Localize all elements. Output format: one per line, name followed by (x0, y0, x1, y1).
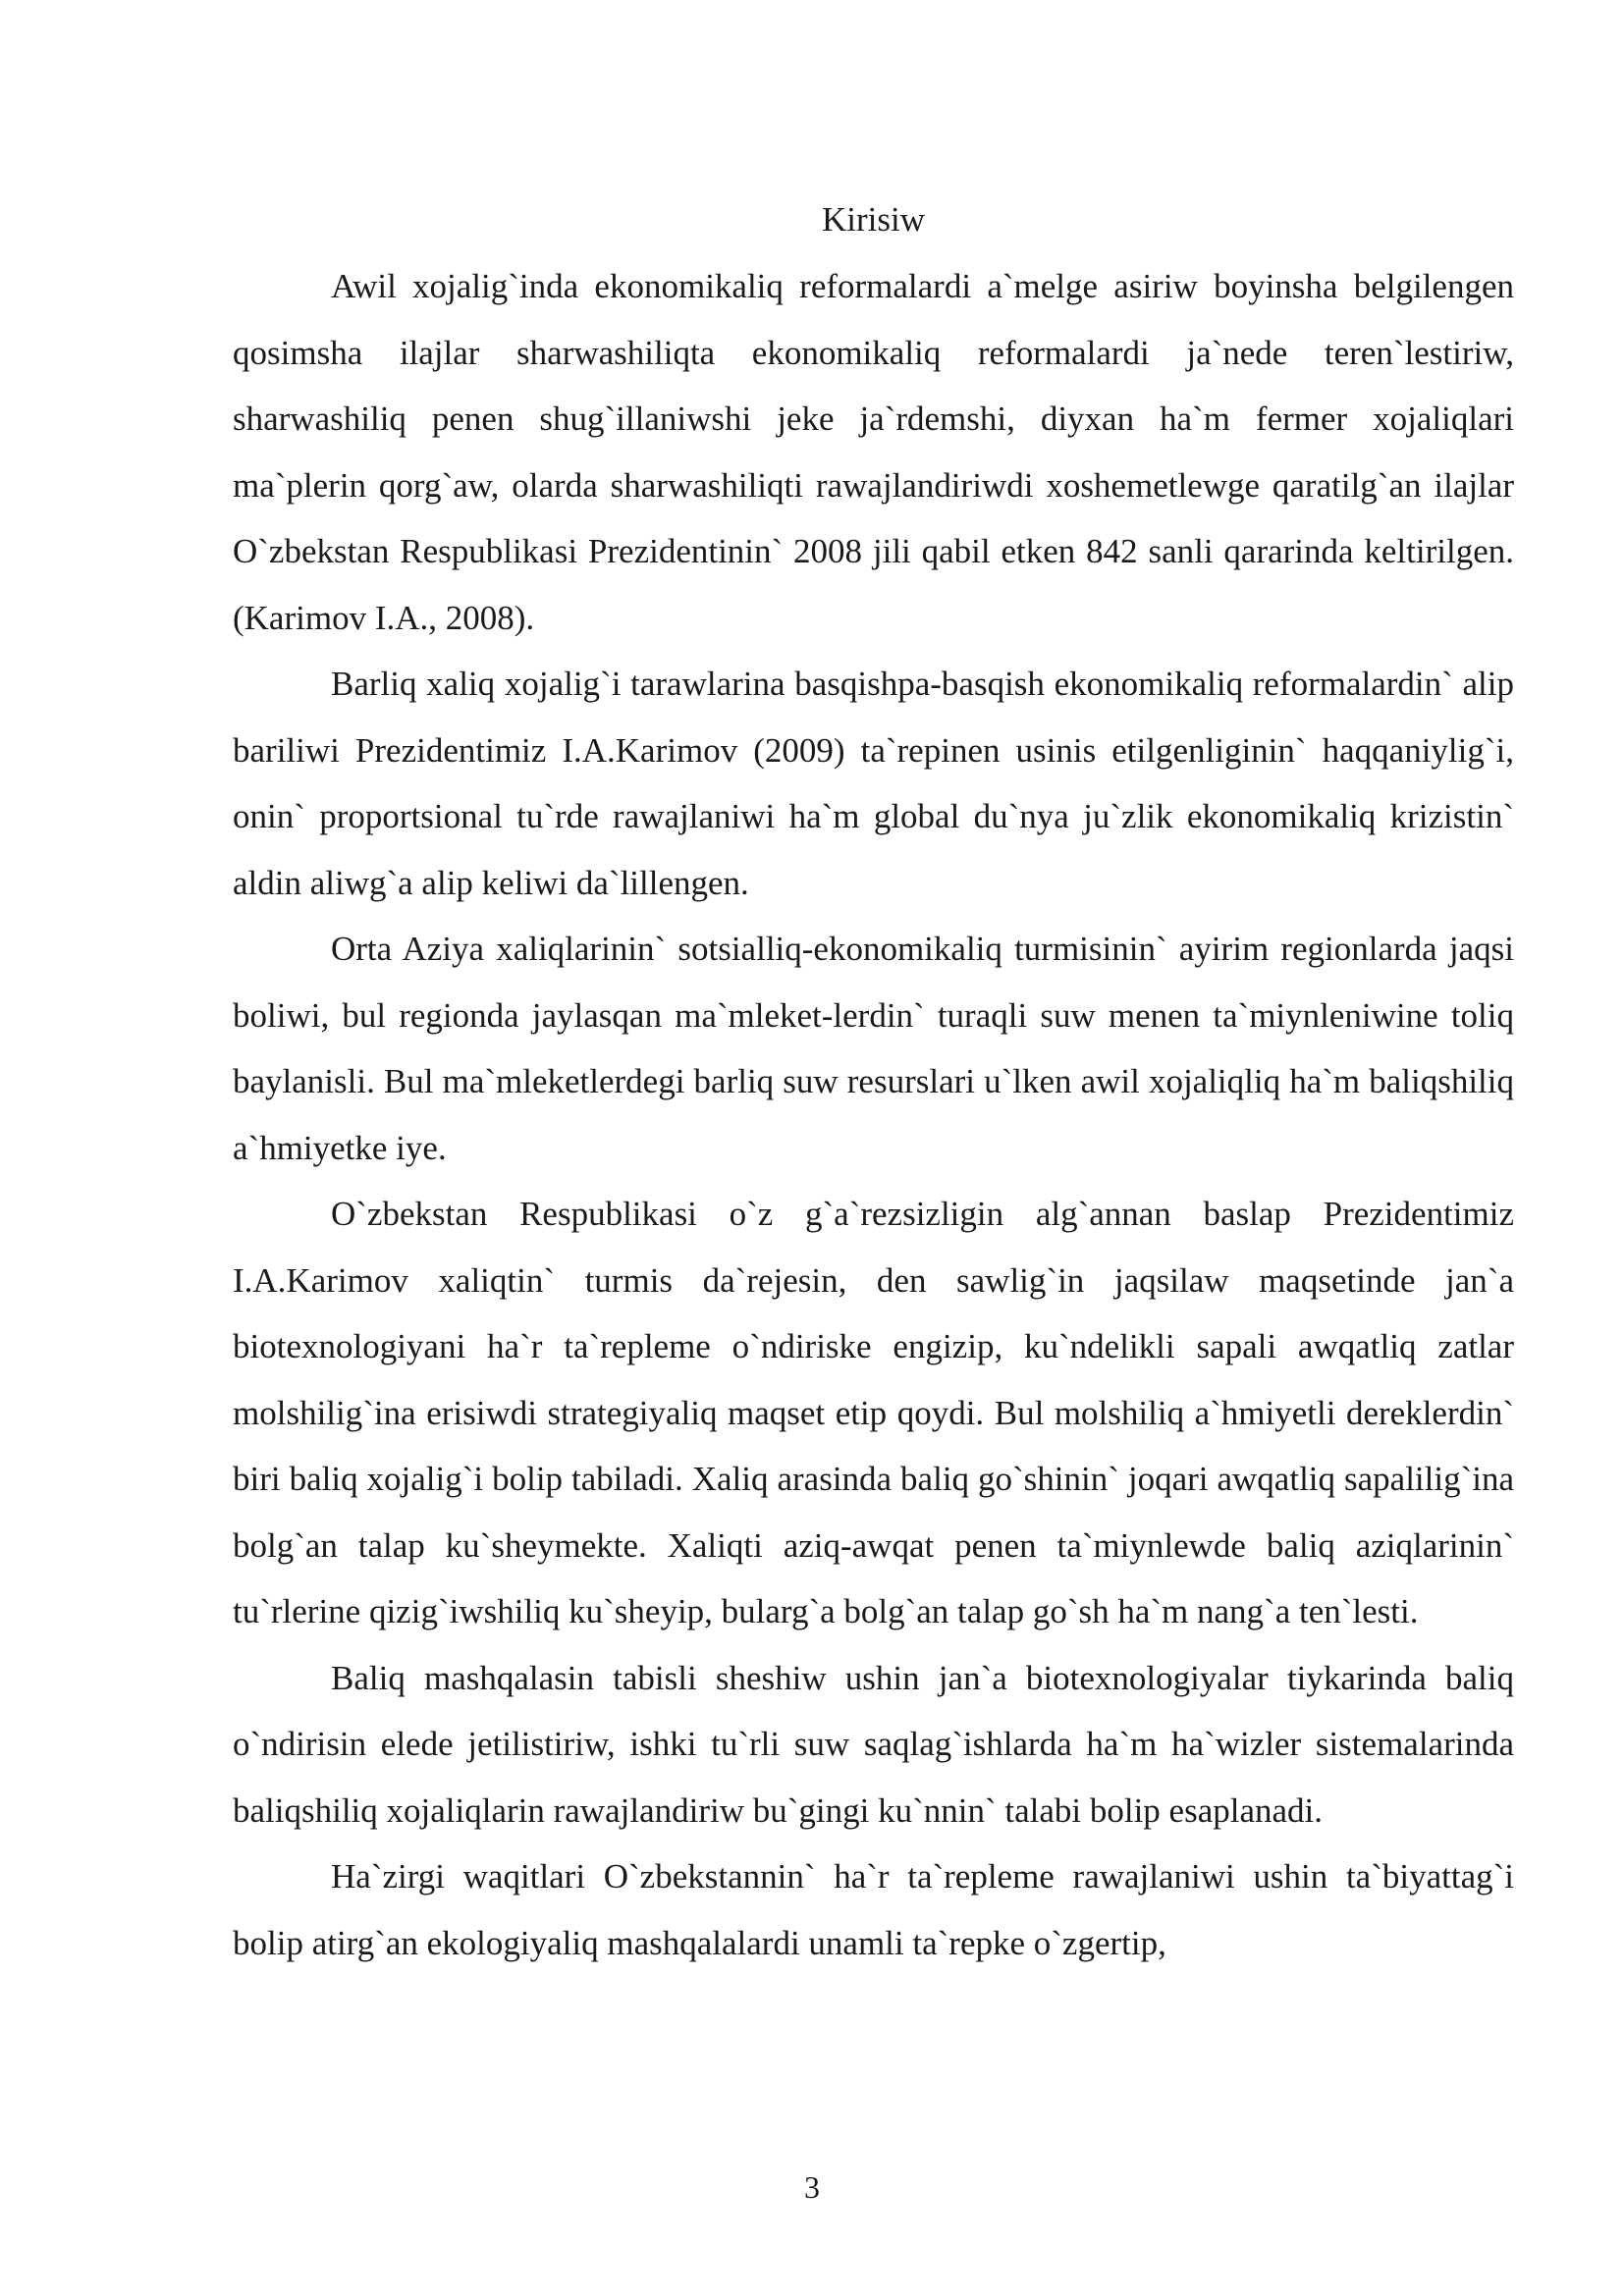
page-number: 3 (804, 2169, 820, 2205)
paragraph-5: Baliq mashqalasin tabisli sheshiw ushin jan`a biotexnologiyalar tiykarinda baliq o`ndirisin elede jetilistiriw, ishki tu`rli suw saqlag`ishlarda ha`m ha`wizler sistemalarinda baliqshiliq xojaliqlarin rawajlandiriw bu`gingi ku`nnin` talabi bolip esaplanadi. (233, 1658, 1514, 1830)
paragraph-4: O`zbekstan Respublikasi o`z g`a`rezsizligin alg`annan baslap Prezidentimiz I.A.Karimov xaliqtin` turmis da`rejesin, den sawlig`in jaqsilaw maqsetinde jan`a biotexnologiyani ha`r ta`repleme o`ndiriske engizip, ku`ndelikli sapali awqatliq zatlar molshilig`ina erisiwdi strategiyaliq maqset etip qoydi. Bul molshiliq a`hmiyetli dereklerdin` biri baliq xojalig`i bolip tabiladi. Xaliq arasinda baliq go`shinin` joqari awqatliq sapalilig`ina bolg`an talap ku`sheymekte. Xaliqti aziq-awqat penen ta`miynlewde baliq aziqlarinin` tu`rlerine qizig`iwshiliq ku`sheyip, bularg`a bolg`an talap go`sh ha`m nang`a ten`lesti. (233, 1195, 1514, 1630)
paragraph-3: Orta Aziya xaliqlarinin` sotsialliq-ekonomikaliq turmisinin` ayirim regionlarda jaqsi boliwi, bul regionda jaylasqan ma`mleket-lerdin` turaqli suw menen ta`miynleniwine toliq baylanisli. Bul ma`mleketlerdegi barliq suw resurslari u`lken awil xojaliqliq ha`m baliqshiliq a`hmiyetke iye. (233, 930, 1514, 1167)
paragraph-1: Awil xojalig`inda ekonomikaliq reformalardi a`melge asiriw boyinsha belgilengen qosimsha ilajlar sharwashiliqta ekonomikaliq reformalardi ja`nede teren`lestiriw, sharwashiliq penen shug`illaniwshi jeke ja`rdemshi, diyxan ha`m fermer xojaliqlari ma`plerin qorg`aw, olarda sharwashiliqti rawajlandiriwdi xoshemetlewge qaratilg`an ilajlar O`zbekstan Respublikasi Prezidentinin` 2008 jili qabil etken 842 sanli qararinda keltirilgen. (Karimov I.A., 2008). (233, 267, 1514, 637)
paragraph-6: Ha`zirgi waqitlari O`zbekstannin` ha`r ta`repleme rawajlaniwi ushin ta`biyattag`i bolip atirg`an ekologiyaliq mashqalalardi unamli ta`repke o`zgertip, (233, 1857, 1514, 1962)
paragraph-2: Barliq xaliq xojalig`i tarawlarina basqishpa-basqish ekonomikaliq reformalardin` alip bariliwi Prezidentimiz I.A.Karimov (2009) ta`repinen usinis etilgenliginin` haqqaniylig`i, onin` proportsional tu`rde rawajlaniwi ha`m global du`nya ju`zlik ekonomikaliq krizistin` aldin aliwg`a alip keliwi da`lillengen. (233, 665, 1514, 902)
page-title: Kirisiw (822, 200, 925, 239)
page-content (233, 187, 1514, 1976)
